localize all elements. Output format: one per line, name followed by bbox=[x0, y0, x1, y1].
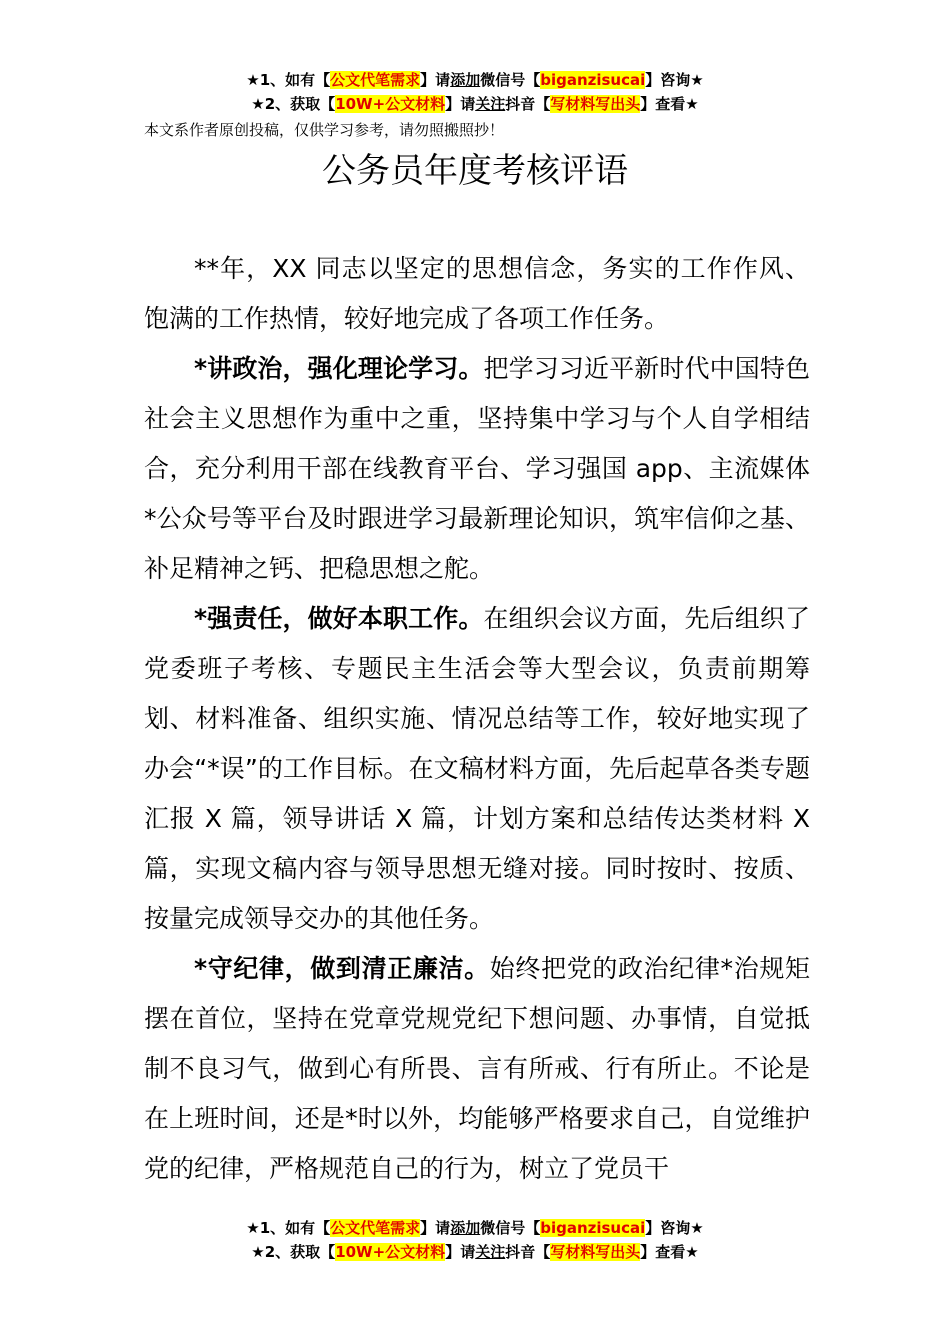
document-body bbox=[144, 244, 810, 1194]
banner-line-1: ★1、如有【公文代笔需求】请添加微信号【biganzisucai】咨询★ bbox=[246, 71, 704, 89]
disclaimer: 本文系作者原创投稿，仅供学习参考，请勿照搬照抄！ bbox=[144, 121, 505, 139]
highlight-douyin: 写材料写出头 bbox=[550, 1243, 641, 1261]
paragraph-heading: *守纪律，做到清正廉洁。 bbox=[194, 954, 490, 983]
paragraph-heading: *强责任，做好本职工作。 bbox=[194, 604, 484, 633]
highlight-service: 公文代笔需求 bbox=[330, 71, 421, 89]
paragraph: **年，XX 同志以坚定的思想信念，务实的工作作风、饱满的工作热情，较好地完成了各项工作任务。 bbox=[144, 254, 810, 333]
banner-line-1: ★1、如有【公文代笔需求】请添加微信号【biganzisucai】咨询★ bbox=[246, 1219, 704, 1237]
highlight-wechat-id: biganzisucai bbox=[540, 1219, 646, 1237]
banner-line-2: ★2、获取【10W+公文材料】请关注抖音【写材料写出头】查看★ bbox=[251, 1243, 699, 1261]
highlight-materials: 10W+公文材料 bbox=[335, 1243, 446, 1261]
highlight-materials: 10W+公文材料 bbox=[335, 95, 446, 113]
page-title: 公务员年度考核评语 bbox=[322, 151, 628, 191]
paragraph-heading: *讲政治，强化理论学习。 bbox=[194, 354, 484, 383]
footer-banner bbox=[0, 1216, 950, 1264]
highlight-service: 公文代笔需求 bbox=[330, 1219, 421, 1237]
highlight-wechat-id: biganzisucai bbox=[540, 71, 646, 89]
highlight-douyin: 写材料写出头 bbox=[550, 95, 641, 113]
banner-line-2: ★2、获取【10W+公文材料】请关注抖音【写材料写出头】查看★ bbox=[251, 95, 699, 113]
paragraph: *守纪律，做到清正廉洁。始终把党的政治纪律*治规矩摆在首位，坚持在党章党规党纪下想问题、办事情，自觉抵制不良习气，做到心有所畏、言有所戒、行有所止。不论是在上班时间，还是*时以外，均能够严格要求自己，自觉维护党的纪律，严格规范自己的行为，树立了党员干 bbox=[144, 954, 810, 1183]
paragraph: *讲政治，强化理论学习。把学习习近平新时代中国特色社会主义思想作为重中之重，坚持集中学习与个人自学相结合，充分利用干部在线教育平台、学习强国 app、主流媒体*公众号等平台及时跟进学习最新理论知识，筑牢信仰之基、补足精神之钙、把稳思想之舵。 bbox=[144, 354, 810, 583]
header-banner bbox=[0, 68, 950, 116]
paragraph: *强责任，做好本职工作。在组织会议方面，先后组织了党委班子考核、专题民主生活会等大型会议，负责前期筹划、材料准备、组织实施、情况总结等工作，较好地实现了办会“*误”的工作目标。在文稿材料方面，先后起草各类专题汇报 X 篇，领导讲话 X 篇，计划方案和总结传达类材料 X 篇，实现文稿内容与领导思想无缝对接。同时按时、按质、按量完成领导交办的其他任务。 bbox=[144, 604, 810, 933]
